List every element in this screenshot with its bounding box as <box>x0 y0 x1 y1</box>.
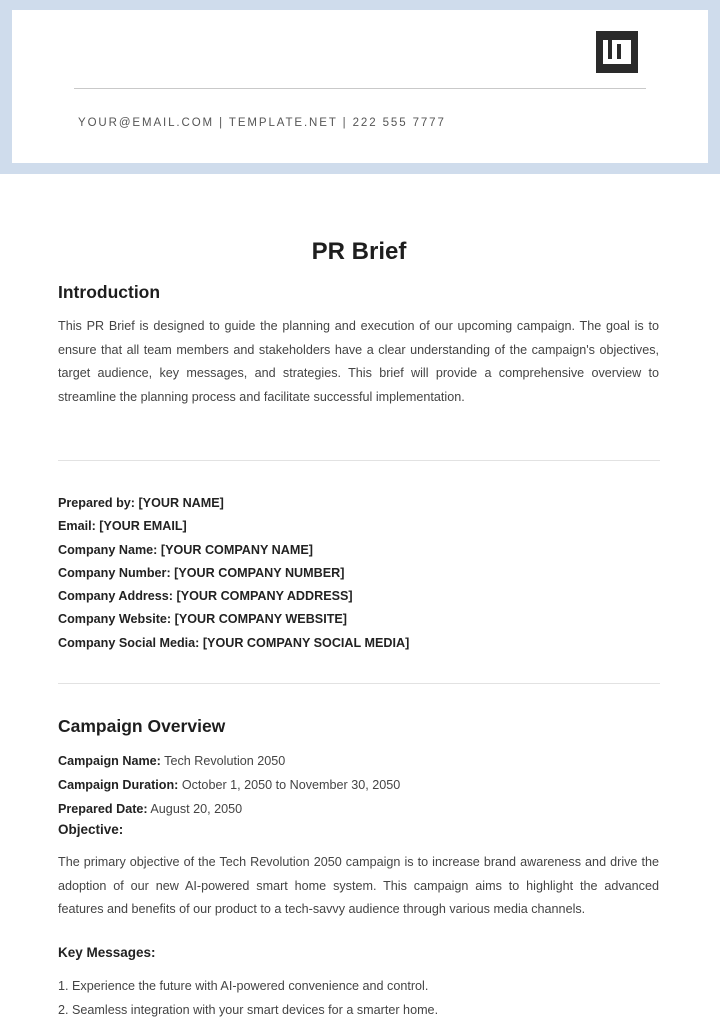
section-divider <box>58 683 660 684</box>
prepared-date-field <box>58 797 400 821</box>
header-divider <box>74 88 646 89</box>
campaign-fields-list <box>58 749 400 821</box>
field-value: August 20, 2050 <box>150 802 243 816</box>
preparer-info-list <box>58 492 409 655</box>
introduction-paragraph: This PR Brief is designed to guide the planning and execution of our upcoming campaign. The goal is to ensure that all team members and stakeholders have a clear understanding of the campaign's objectives, target audience, key messages, and strategies. This brief will provide a comprehensive overview to streamline the planning process and facilitate successful implementation. <box>58 319 659 404</box>
objective-paragraph: The primary objective of the Tech Revolution 2050 campaign is to increase brand awareness and drive the adoption of our new AI-powered smart home system. This campaign aims to highlight the advanced features and benefits of our product to a tech-savvy audience through various media channels. <box>58 855 659 916</box>
objective-heading: Objective: <box>58 822 124 837</box>
campaign-name-field <box>58 749 400 773</box>
key-message-item: 1. Experience the future with AI-powered convenience and control. <box>58 979 429 993</box>
key-messages-heading: Key Messages: <box>58 945 156 960</box>
field-label: Campaign Name: <box>58 754 161 768</box>
template-logo-icon <box>596 31 638 73</box>
header-card <box>12 10 708 163</box>
key-message-item: 2. Seamless integration with your smart devices for a smarter home. <box>58 1003 439 1017</box>
header-band <box>0 0 720 174</box>
contact-line: YOUR@EMAIL.COM | TEMPLATE.NET | 222 555 7777 <box>78 117 446 129</box>
campaign-overview-heading: Campaign Overview <box>58 716 226 736</box>
field-label: Campaign Duration: <box>58 778 179 792</box>
page-title: PR Brief <box>311 238 407 265</box>
info-company-name: Company Name: [YOUR COMPANY NAME] <box>58 542 313 557</box>
campaign-duration-field <box>58 773 400 797</box>
field-value: Tech Revolution 2050 <box>164 754 286 768</box>
info-company-address: Company Address: [YOUR COMPANY ADDRESS] <box>58 589 353 604</box>
info-email: Email: [YOUR EMAIL] <box>58 519 187 534</box>
info-company-social-media: Company Social Media: [YOUR COMPANY SOCIAL MEDIA] <box>58 635 410 650</box>
info-company-number: Company Number: [YOUR COMPANY NUMBER] <box>58 565 345 580</box>
introduction-heading: Introduction <box>58 282 161 302</box>
field-label: Prepared Date: <box>58 802 148 816</box>
section-divider <box>58 460 660 461</box>
info-company-website: Company Website: [YOUR COMPANY WEBSITE] <box>58 612 347 627</box>
info-prepared-by: Prepared by: [YOUR NAME] <box>58 496 224 510</box>
key-messages-list <box>58 974 438 1022</box>
field-value: October 1, 2050 to November 30, 2050 <box>181 778 401 792</box>
